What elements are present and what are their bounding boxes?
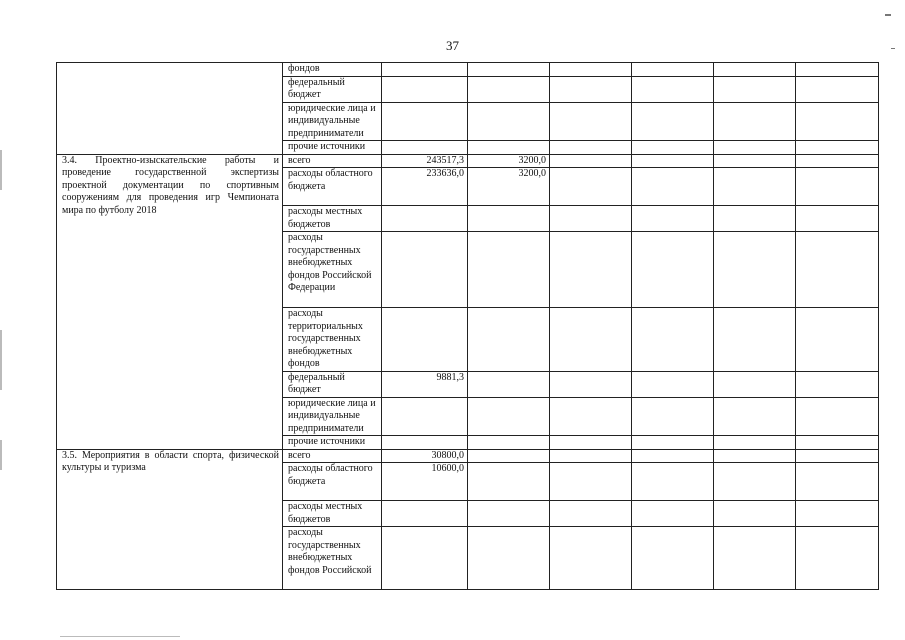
scan-artifact: [60, 636, 180, 637]
empty-cell: [796, 501, 879, 527]
value-cell: [468, 308, 550, 372]
value-cell: [382, 308, 468, 372]
value-cell: [382, 102, 468, 141]
empty-cell: [550, 63, 632, 77]
section-cell: [57, 63, 283, 155]
empty-cell: [550, 371, 632, 397]
funding-source-cell: расходы областного бюджета: [283, 168, 382, 206]
funding-source-cell: прочие источники: [283, 436, 382, 450]
value-cell: [382, 527, 468, 590]
scan-artifact: [0, 330, 2, 390]
empty-cell: [714, 63, 796, 77]
value-cell: 9881,3: [382, 371, 468, 397]
empty-cell: [632, 102, 714, 141]
empty-cell: [632, 501, 714, 527]
empty-cell: [714, 371, 796, 397]
value-cell: 10600,0: [382, 463, 468, 501]
value-cell: [382, 232, 468, 308]
empty-cell: [550, 76, 632, 102]
empty-cell: [714, 232, 796, 308]
empty-cell: [550, 141, 632, 155]
empty-cell: [796, 154, 879, 168]
empty-cell: [796, 168, 879, 206]
empty-cell: [632, 168, 714, 206]
value-cell: 243517,3: [382, 154, 468, 168]
empty-cell: [714, 141, 796, 155]
empty-cell: [796, 141, 879, 155]
empty-cell: [796, 206, 879, 232]
empty-cell: [550, 168, 632, 206]
table-row: [57, 449, 879, 463]
scan-artifact: [0, 440, 2, 470]
empty-cell: [632, 436, 714, 450]
empty-cell: [714, 102, 796, 141]
funding-source-cell: расходы государственных внебюджетных фондов Российской: [283, 527, 382, 590]
empty-cell: [550, 449, 632, 463]
empty-cell: [632, 463, 714, 501]
empty-cell: [550, 397, 632, 436]
empty-cell: [632, 308, 714, 372]
funding-source-cell: прочие источники: [283, 141, 382, 155]
value-cell: [468, 63, 550, 77]
empty-cell: [796, 463, 879, 501]
funding-source-cell: федеральный бюджет: [283, 371, 382, 397]
funding-source-cell: расходы местных бюджетов: [283, 206, 382, 232]
funding-source-cell: расходы государственных внебюджетных фондов Российской Федерации: [283, 232, 382, 308]
empty-cell: [714, 527, 796, 590]
empty-cell: [714, 449, 796, 463]
scan-artifact: [891, 48, 895, 49]
empty-cell: [632, 141, 714, 155]
table-row: [57, 63, 879, 77]
empty-cell: [714, 436, 796, 450]
funding-source-cell: юридические лица и индивидуальные предприниматели: [283, 397, 382, 436]
empty-cell: [632, 371, 714, 397]
value-cell: [382, 397, 468, 436]
value-cell: 233636,0: [382, 168, 468, 206]
budget-table: [56, 62, 879, 590]
empty-cell: [632, 206, 714, 232]
empty-cell: [714, 168, 796, 206]
value-cell: [382, 141, 468, 155]
empty-cell: [796, 308, 879, 372]
funding-source-cell: расходы областного бюджета: [283, 463, 382, 501]
section-cell: 3.5. Мероприятия в области спорта, физической культуры и туризма: [57, 449, 283, 590]
value-cell: [468, 449, 550, 463]
empty-cell: [714, 308, 796, 372]
value-cell: [468, 76, 550, 102]
value-cell: [468, 436, 550, 450]
scan-artifact: [885, 14, 891, 16]
empty-cell: [796, 449, 879, 463]
empty-cell: [714, 463, 796, 501]
empty-cell: [550, 308, 632, 372]
empty-cell: [796, 436, 879, 450]
empty-cell: [796, 232, 879, 308]
funding-source-cell: всего: [283, 154, 382, 168]
value-cell: [382, 76, 468, 102]
value-cell: [382, 63, 468, 77]
value-cell: [468, 141, 550, 155]
funding-source-cell: расходы территориальных государственных внебюджетных фондов: [283, 308, 382, 372]
empty-cell: [796, 527, 879, 590]
value-cell: 3200,0: [468, 168, 550, 206]
empty-cell: [714, 501, 796, 527]
empty-cell: [632, 76, 714, 102]
empty-cell: [632, 232, 714, 308]
empty-cell: [550, 102, 632, 141]
empty-cell: [550, 232, 632, 308]
value-cell: [468, 501, 550, 527]
value-cell: [468, 371, 550, 397]
funding-source-cell: юридические лица и индивидуальные предприниматели: [283, 102, 382, 141]
value-cell: [382, 501, 468, 527]
page-number: 37: [446, 38, 459, 53]
value-cell: [468, 102, 550, 141]
funding-source-cell: всего: [283, 449, 382, 463]
empty-cell: [714, 397, 796, 436]
empty-cell: [550, 463, 632, 501]
value-cell: [382, 206, 468, 232]
empty-cell: [714, 76, 796, 102]
value-cell: [468, 527, 550, 590]
value-cell: [468, 232, 550, 308]
empty-cell: [632, 449, 714, 463]
value-cell: [468, 463, 550, 501]
empty-cell: [632, 527, 714, 590]
funding-source-cell: федеральный бюджет: [283, 76, 382, 102]
empty-cell: [550, 154, 632, 168]
empty-cell: [796, 76, 879, 102]
value-cell: [382, 436, 468, 450]
empty-cell: [714, 154, 796, 168]
empty-cell: [796, 102, 879, 141]
value-cell: [468, 397, 550, 436]
value-cell: 3200,0: [468, 154, 550, 168]
table-row: [57, 154, 879, 168]
funding-source-cell: фондов: [283, 63, 382, 77]
funding-source-cell: расходы местных бюджетов: [283, 501, 382, 527]
section-cell: 3.4. Проектно-изыскательские работы и проведение государственной экспертизы проектной документации по спортивным сооружениям для проведения игр Чемпионата мира по футболу 2018: [57, 154, 283, 449]
empty-cell: [550, 501, 632, 527]
value-cell: 30800,0: [382, 449, 468, 463]
empty-cell: [796, 397, 879, 436]
scan-artifact: [0, 150, 2, 190]
empty-cell: [550, 206, 632, 232]
empty-cell: [632, 63, 714, 77]
empty-cell: [796, 63, 879, 77]
empty-cell: [550, 527, 632, 590]
empty-cell: [714, 206, 796, 232]
value-cell: [468, 206, 550, 232]
empty-cell: [632, 154, 714, 168]
empty-cell: [796, 371, 879, 397]
empty-cell: [632, 397, 714, 436]
empty-cell: [550, 436, 632, 450]
